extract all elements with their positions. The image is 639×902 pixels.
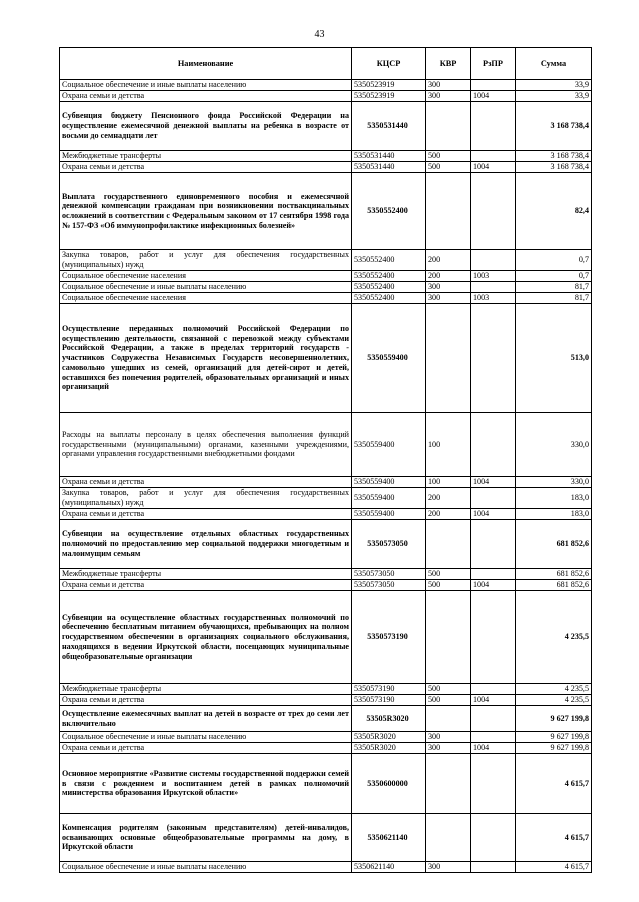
- row-kcsr-cell: 5350531440: [352, 162, 426, 173]
- row-name-cell: Основное мероприятие «Развитие системы государственной поддержки семей в связи с рождением и воспитанием детей в рамках полномочий министерства образования Иркутской области»: [60, 754, 352, 814]
- row-kvr-cell: 300: [426, 282, 471, 293]
- row-rzpr-cell: [471, 591, 516, 684]
- table-row: [60, 477, 592, 488]
- row-kcsr-cell: 5350523919: [352, 80, 426, 91]
- row-sum-cell: 9 627 199,8: [516, 743, 592, 754]
- row-sum-cell: 3 168 738,4: [516, 102, 592, 151]
- row-rzpr-cell: [471, 706, 516, 732]
- row-name-cell: Охрана семьи и детства: [60, 580, 352, 591]
- row-sum-cell: 681 852,6: [516, 580, 592, 591]
- table-row: [60, 509, 592, 520]
- row-kvr-cell: [426, 173, 471, 250]
- row-name-cell: Социальное обеспечение и иные выплаты населению: [60, 862, 352, 873]
- row-rzpr-cell: [471, 862, 516, 873]
- table-row: [60, 173, 592, 250]
- row-name-cell: Осуществление переданных полномочий Российской Федерации по осуществлению деятельности, связанной с перевозкой между субъектами Российской Федерации, а также в пределах территорий государств - участников Содружества Независимых Государств несовершеннолетних, самовольно ушедших из семей, организаций для детей-сирот и детей, оставшихся без попечения родителей, образовательных организаций и иных организаций: [60, 304, 352, 413]
- row-sum-cell: 81,7: [516, 293, 592, 304]
- row-sum-cell: 681 852,6: [516, 569, 592, 580]
- row-name-cell: Расходы на выплаты персоналу в целях обеспечения выполнения функций государственными (муниципальными) органами, казенными учреждениями, органами управления государственными внебюджетными фондами: [60, 413, 352, 477]
- row-name-cell: Социальное обеспечение населения: [60, 293, 352, 304]
- row-kvr-cell: 500: [426, 162, 471, 173]
- row-kcsr-cell: 5350559400: [352, 413, 426, 477]
- column-header-kvr: КВР: [426, 48, 471, 80]
- row-rzpr-cell: [471, 250, 516, 271]
- row-sum-cell: 513,0: [516, 304, 592, 413]
- row-kvr-cell: [426, 591, 471, 684]
- row-kvr-cell: 200: [426, 509, 471, 520]
- row-rzpr-cell: [471, 684, 516, 695]
- table-row: [60, 304, 592, 413]
- row-kvr-cell: 200: [426, 271, 471, 282]
- row-sum-cell: 0,7: [516, 271, 592, 282]
- table-row: [60, 271, 592, 282]
- row-sum-cell: 33,9: [516, 80, 592, 91]
- row-kcsr-cell: 53505R3020: [352, 706, 426, 732]
- row-kvr-cell: 300: [426, 862, 471, 873]
- row-rzpr-cell: 1004: [471, 477, 516, 488]
- table-row: [60, 250, 592, 271]
- table-row: [60, 814, 592, 862]
- column-header-rzpr: РзПР: [471, 48, 516, 80]
- table-row: [60, 162, 592, 173]
- row-kcsr-cell: 5350600000: [352, 754, 426, 814]
- table-row: [60, 754, 592, 814]
- row-name-cell: Закупка товаров, работ и услуг для обеспечения государственных (муниципальных) нужд: [60, 250, 352, 271]
- row-kvr-cell: [426, 814, 471, 862]
- column-header-sum: Сумма: [516, 48, 592, 80]
- row-sum-cell: 9 627 199,8: [516, 732, 592, 743]
- row-rzpr-cell: [471, 732, 516, 743]
- row-kcsr-cell: 5350573050: [352, 520, 426, 569]
- row-name-cell: Охрана семьи и детства: [60, 695, 352, 706]
- row-name-cell: Охрана семьи и детства: [60, 477, 352, 488]
- row-sum-cell: 81,7: [516, 282, 592, 293]
- row-sum-cell: 330,0: [516, 477, 592, 488]
- row-rzpr-cell: 1003: [471, 271, 516, 282]
- row-kcsr-cell: 5350552400: [352, 173, 426, 250]
- row-kvr-cell: 200: [426, 250, 471, 271]
- row-kcsr-cell: 5350573050: [352, 580, 426, 591]
- row-kvr-cell: 500: [426, 151, 471, 162]
- row-kvr-cell: 300: [426, 80, 471, 91]
- row-kcsr-cell: 5350573050: [352, 569, 426, 580]
- row-name-cell: Компенсация родителям (законным представителям) детей-инвалидов, осваивающих основные общеобразовательные программы на дому, в Иркутской области: [60, 814, 352, 862]
- row-kvr-cell: 100: [426, 413, 471, 477]
- row-name-cell: Осуществление ежемесячных выплат на детей в возрасте от трех до семи лет включительно: [60, 706, 352, 732]
- row-rzpr-cell: [471, 80, 516, 91]
- row-sum-cell: 33,9: [516, 91, 592, 102]
- row-kcsr-cell: 5350523919: [352, 91, 426, 102]
- table-row: [60, 488, 592, 509]
- table-row: [60, 695, 592, 706]
- row-kcsr-cell: 53505R3020: [352, 732, 426, 743]
- row-name-cell: Субвенции на осуществление отдельных областных государственных полномочий по предоставлению мер социальной поддержки многодетным и малоимущим семьям: [60, 520, 352, 569]
- row-kvr-cell: [426, 102, 471, 151]
- row-kcsr-cell: 5350531440: [352, 151, 426, 162]
- row-kvr-cell: 500: [426, 569, 471, 580]
- row-name-cell: Социальное обеспечение и иные выплаты населению: [60, 732, 352, 743]
- row-kvr-cell: 100: [426, 477, 471, 488]
- row-kcsr-cell: 5350552400: [352, 271, 426, 282]
- row-kcsr-cell: 5350531440: [352, 102, 426, 151]
- row-name-cell: Субвенция бюджету Пенсионного фонда Российской Федерации на осуществление ежемесячной денежной выплаты на ребенка в возрасте от восьми до семнадцати лет: [60, 102, 352, 151]
- table-row: [60, 732, 592, 743]
- budget-table: [59, 47, 592, 873]
- row-sum-cell: 4 235,5: [516, 695, 592, 706]
- table-row: [60, 520, 592, 569]
- row-name-cell: Социальное обеспечение населения: [60, 271, 352, 282]
- row-rzpr-cell: [471, 569, 516, 580]
- row-name-cell: Закупка товаров, работ и услуг для обеспечения государственных (муниципальных) нужд: [60, 488, 352, 509]
- row-rzpr-cell: 1004: [471, 509, 516, 520]
- table-row: [60, 591, 592, 684]
- row-rzpr-cell: [471, 754, 516, 814]
- row-kcsr-cell: 5350552400: [352, 250, 426, 271]
- row-kcsr-cell: 5350573190: [352, 591, 426, 684]
- row-kcsr-cell: 5350559400: [352, 304, 426, 413]
- row-kcsr-cell: 5350621140: [352, 814, 426, 862]
- row-sum-cell: 3 168 738,4: [516, 162, 592, 173]
- row-kcsr-cell: 5350559400: [352, 477, 426, 488]
- row-name-cell: Выплата государственного единовременного пособия и ежемесячной денежной компенсации гражданам при возникновении поствакцинальных осложнений в соответствии с Федеральным законом от 17 сентября 1998 года № 157-ФЗ «Об иммунопрофилактике инфекционных болезней»: [60, 173, 352, 250]
- row-kvr-cell: 500: [426, 580, 471, 591]
- row-name-cell: Охрана семьи и детства: [60, 509, 352, 520]
- row-kcsr-cell: 5350559400: [352, 509, 426, 520]
- table-row: [60, 743, 592, 754]
- table-header-row: [60, 48, 592, 80]
- row-sum-cell: 4 615,7: [516, 814, 592, 862]
- row-kcsr-cell: 53505R3020: [352, 743, 426, 754]
- row-rzpr-cell: [471, 173, 516, 250]
- row-rzpr-cell: [471, 282, 516, 293]
- row-sum-cell: 9 627 199,8: [516, 706, 592, 732]
- row-sum-cell: 4 235,5: [516, 684, 592, 695]
- row-kcsr-cell: 5350573190: [352, 695, 426, 706]
- row-kcsr-cell: 5350621140: [352, 862, 426, 873]
- row-rzpr-cell: 1004: [471, 743, 516, 754]
- row-sum-cell: 0,7: [516, 250, 592, 271]
- row-rzpr-cell: 1004: [471, 695, 516, 706]
- row-name-cell: Охрана семьи и детства: [60, 91, 352, 102]
- row-name-cell: Охрана семьи и детства: [60, 743, 352, 754]
- row-rzpr-cell: 1004: [471, 91, 516, 102]
- row-name-cell: Межбюджетные трансферты: [60, 569, 352, 580]
- row-rzpr-cell: [471, 304, 516, 413]
- row-kvr-cell: 300: [426, 732, 471, 743]
- row-kvr-cell: 300: [426, 743, 471, 754]
- row-rzpr-cell: 1004: [471, 580, 516, 591]
- row-sum-cell: 82,4: [516, 173, 592, 250]
- row-rzpr-cell: [471, 413, 516, 477]
- row-kcsr-cell: 5350573190: [352, 684, 426, 695]
- table-row: [60, 151, 592, 162]
- row-kvr-cell: 300: [426, 91, 471, 102]
- row-sum-cell: 681 852,6: [516, 520, 592, 569]
- row-kvr-cell: 500: [426, 684, 471, 695]
- row-kvr-cell: [426, 754, 471, 814]
- row-sum-cell: 3 168 738,4: [516, 151, 592, 162]
- row-rzpr-cell: [471, 488, 516, 509]
- row-sum-cell: 183,0: [516, 488, 592, 509]
- row-rzpr-cell: [471, 151, 516, 162]
- table-row: [60, 569, 592, 580]
- table-row: [60, 282, 592, 293]
- table-row: [60, 413, 592, 477]
- table-row: [60, 293, 592, 304]
- row-kcsr-cell: 5350552400: [352, 282, 426, 293]
- row-sum-cell: 4 615,7: [516, 754, 592, 814]
- table-row: [60, 684, 592, 695]
- row-kcsr-cell: 5350559400: [352, 488, 426, 509]
- row-kvr-cell: 200: [426, 488, 471, 509]
- table-row: [60, 102, 592, 151]
- row-sum-cell: 4 615,7: [516, 862, 592, 873]
- table-row: [60, 580, 592, 591]
- row-kvr-cell: [426, 304, 471, 413]
- table-row: [60, 91, 592, 102]
- row-name-cell: Субвенции на осуществление областных государственных полномочий по обеспечению бесплатным питанием обучающихся, пребывающих на полном государственном обеспечении в организациях социального обслуживания, находящихся в ведении Иркутской области, посещающих муниципальные общеобразовательные организации: [60, 591, 352, 684]
- row-name-cell: Социальное обеспечение и иные выплаты населению: [60, 80, 352, 91]
- row-kvr-cell: 300: [426, 293, 471, 304]
- row-name-cell: Социальное обеспечение и иные выплаты населению: [60, 282, 352, 293]
- table-row: [60, 80, 592, 91]
- row-sum-cell: 4 235,5: [516, 591, 592, 684]
- row-name-cell: Межбюджетные трансферты: [60, 151, 352, 162]
- row-name-cell: Охрана семьи и детства: [60, 162, 352, 173]
- row-kvr-cell: 500: [426, 695, 471, 706]
- table-row: [60, 706, 592, 732]
- row-rzpr-cell: [471, 520, 516, 569]
- row-name-cell: Межбюджетные трансферты: [60, 684, 352, 695]
- row-kvr-cell: [426, 706, 471, 732]
- row-rzpr-cell: [471, 814, 516, 862]
- page-number: 43: [314, 29, 325, 40]
- row-kcsr-cell: 5350552400: [352, 293, 426, 304]
- row-rzpr-cell: [471, 102, 516, 151]
- row-kvr-cell: [426, 520, 471, 569]
- row-sum-cell: 183,0: [516, 509, 592, 520]
- row-rzpr-cell: 1004: [471, 162, 516, 173]
- row-rzpr-cell: 1003: [471, 293, 516, 304]
- row-sum-cell: 330,0: [516, 413, 592, 477]
- column-header-kcsr: КЦСР: [352, 48, 426, 80]
- column-header-name: Наименование: [60, 48, 352, 80]
- table-row: [60, 862, 592, 873]
